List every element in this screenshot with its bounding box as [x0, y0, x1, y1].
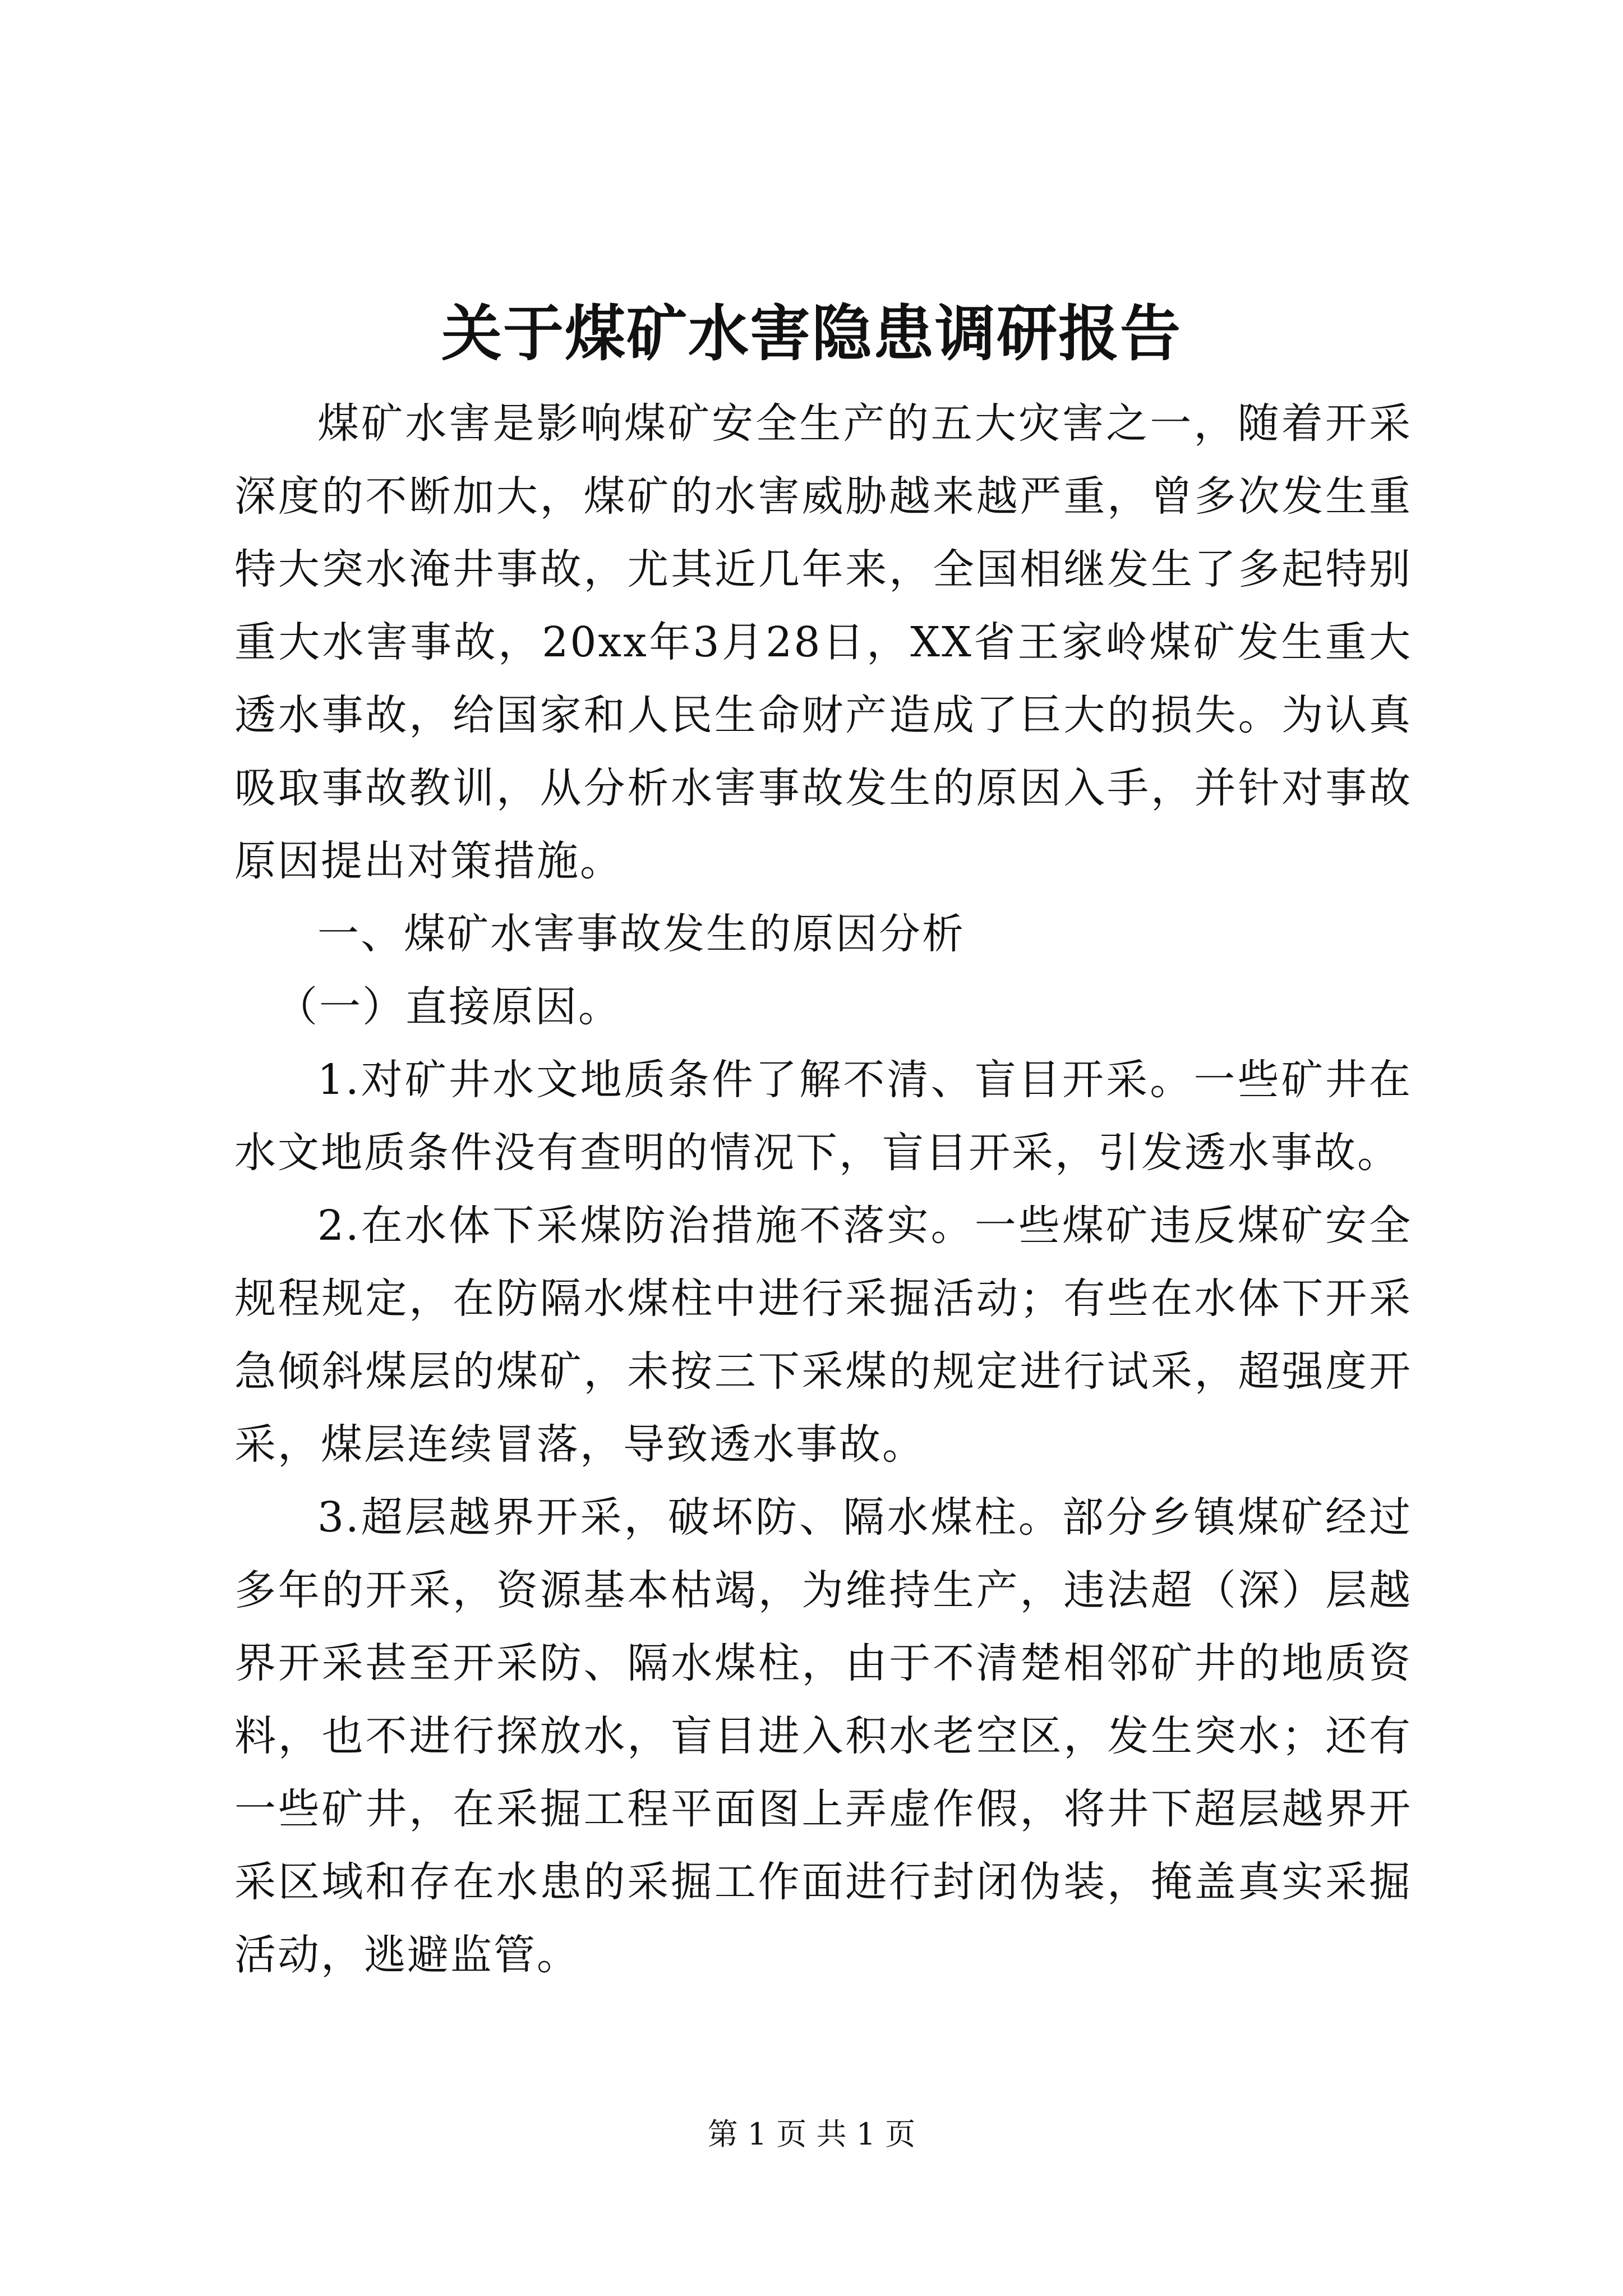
- cause-paragraph-1: 1.对矿井水文地质条件了解不清、盲目开采。一些矿井在水文地质条件没有查明的情况下，盲目开采，引发透水事故。: [234, 1056, 1412, 1177]
- page-footer: 第 1 页 共 1 页: [707, 2116, 916, 2152]
- intro-paragraph: 煤矿水害是影响煤矿安全生产的五大灾害之一，随着开采深度的不断加大，煤矿的水害威胁越来越严重，曾多次发生重特大突水淹井事故，尤其近几年来，全国相继发生了多起特别重大水害事故，20xx年3月28日，XX省王家岭煤矿发生重大透水事故，给国家和人民生命财产造成了巨大的损失。为认真吸取事故教训，从分析水害事故发生的原因入手，并针对事故原因提出对策措施。: [234, 399, 1412, 885]
- section-heading-1: 一、煤矿水害事故发生的原因分析: [317, 910, 965, 958]
- document-body: [234, 387, 1412, 1991]
- cause-paragraph-2: 2.在水体下采煤防治措施不落实。一些煤矿违反煤矿安全规程规定，在防隔水煤柱中进行采掘活动；有些在水体下开采急倾斜煤层的煤矿，未按三下采煤的规定进行试采，超强度开采，煤层连续冒落，导致透水事故。: [234, 1202, 1412, 1469]
- cause-paragraph-3: 3.超层越界开采，破坏防、隔水煤柱。部分乡镇煤矿经过多年的开采，资源基本枯竭，为维持生产，违法超（深）层越界开采甚至开采防、隔水煤柱，由于不清楚相邻矿井的地质资料，也不进行探放水，盲目进入积水老空区，发生突水；还有一些矿井，在采掘工程平面图上弄虚作假，将井下超层越界开采区域和存在水患的采掘工作面进行封闭伪装，掩盖真实采掘活动，逃避监管。: [234, 1493, 1412, 1979]
- subsection-heading-direct-causes: （一）直接原因。: [276, 983, 621, 1031]
- document-title: 关于煤矿水害隐患调研报告: [441, 298, 1182, 369]
